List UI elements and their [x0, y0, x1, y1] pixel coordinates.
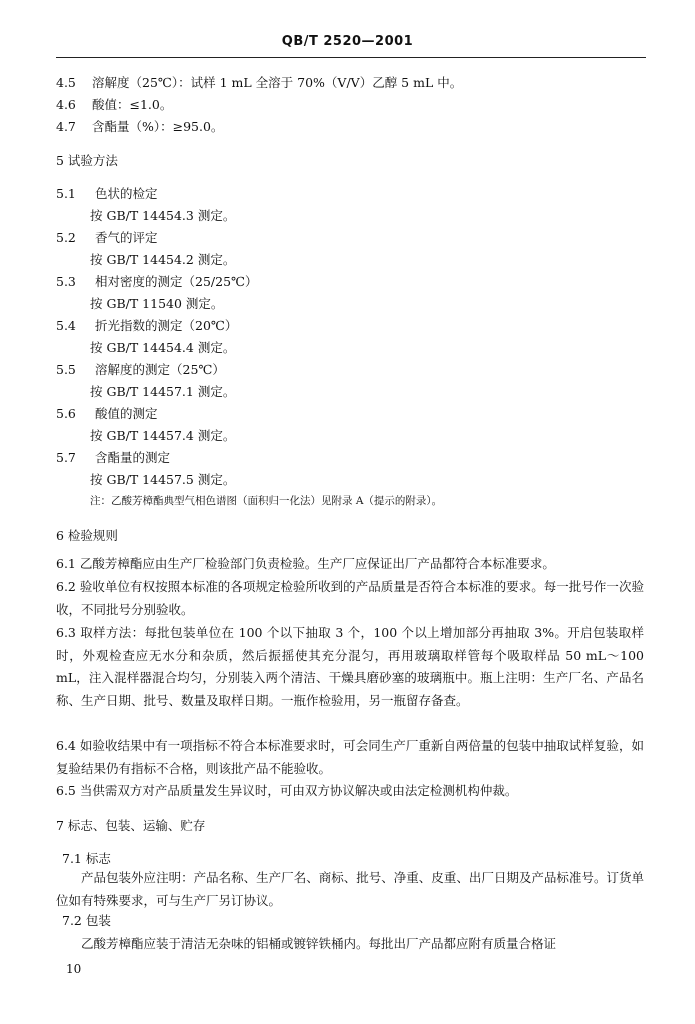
- item-number: 4.7: [56, 119, 76, 134]
- item-5-4-body: 按 GB/T 14454.4 测定。: [90, 340, 236, 355]
- page-number: 10: [66, 962, 82, 976]
- item-text: 酸值：≤1.0。: [92, 97, 173, 112]
- clause-7-2-body: 乙酸芳樟酯应装于清洁无杂味的铝桶或镀锌铁桶内。每批出厂产品都应附有质量合格证: [81, 936, 557, 951]
- clause-7-2-title: 7.2 包装: [62, 913, 111, 928]
- clause-6-2: 6.2 验收单位有权按照本标准的各项规定检验所收到的产品质量是否符合本标准的要求。每一批号作一次验收，不同批号分别验收。: [56, 579, 644, 617]
- item-5-5-body: 按 GB/T 14457.1 测定。: [90, 384, 236, 399]
- header-rule: [56, 57, 646, 58]
- item-number: 5.6: [56, 406, 76, 421]
- item-title: 含酯量的测定: [95, 450, 171, 465]
- clause-6-3: 6.3 取样方法：每批包装单位在 100 个以下抽取 3 个，100 个以上增加部分再抽取 3%。开启包装取样时，外观检查应无水分和杂质，然后振摇使其充分混匀，再用玻璃取样管每个吸取样品 50 mL～100 mL，注入混样器混合均匀，分别装入两个清洁、干燥具磨砂塞的玻璃瓶中。瓶上注明：生产厂名、产品名称、生产日期、批号、数量及取样日期。一瓶作检验用，另一瓶留存备查。: [56, 625, 644, 708]
- item-5-2-body: 按 GB/T 14454.2 测定。: [90, 252, 236, 267]
- section-7-title: 7 标志、包装、运输、贮存: [56, 818, 206, 833]
- item-text: 含酯量（%）：≥95.0。: [92, 119, 224, 134]
- item-title: 色状的检定: [95, 186, 158, 201]
- item-title: 溶解度的测定（25℃）: [95, 362, 225, 377]
- item-5-1-body: 按 GB/T 14454.3 测定。: [90, 208, 236, 223]
- item-title: 折光指数的测定（20℃）: [95, 318, 238, 333]
- standard-number-header: QB/T 2520—2001: [281, 34, 414, 49]
- item-title: 相对密度的测定（25/25℃）: [95, 274, 258, 289]
- item-number: 5.5: [56, 362, 76, 377]
- section-5-title: 5 试验方法: [56, 153, 118, 168]
- section-6-title: 6 检验规则: [56, 528, 118, 543]
- item-number: 5.4: [56, 318, 76, 333]
- item-5-3-body: 按 GB/T 11540 测定。: [90, 296, 224, 311]
- item-5-6-body: 按 GB/T 14457.4 测定。: [90, 428, 236, 443]
- clause-7-1-title: 7.1 标志: [62, 851, 111, 866]
- clause-6-5: 6.5 当供需双方对产品质量发生异议时，可由双方协议解决或由法定检测机构仲裁。: [56, 783, 518, 798]
- item-number: 5.1: [56, 186, 76, 201]
- item-number: 5.2: [56, 230, 76, 245]
- clause-7-1-body: 产品包装外应注明：产品名称、生产厂名、商标、批号、净重、皮重、出厂日期及产品标准号。订货单位如有特殊要求，可与生产厂另订协议。: [56, 870, 644, 908]
- item-text: 溶解度（25℃）：试样 1 mL 全溶于 70%（V/V）乙醇 5 mL 中。: [92, 75, 463, 90]
- clause-6-1: 6.1 乙酸芳樟酯应由生产厂检验部门负责检验。生产厂应保证出厂产品都符合本标准要求。: [56, 556, 555, 571]
- item-title: 酸值的测定: [95, 406, 158, 421]
- item-number: 5.7: [56, 450, 76, 465]
- section-5-note: 注：乙酸芳樟酯典型气相色谱图（面积归一化法）见附录 A（提示的附录）。: [90, 495, 443, 507]
- clause-6-4: 6.4 如验收结果中有一项指标不符合本标准要求时，可会同生产厂重新自两倍量的包装中抽取试样复验，如复验结果仍有指标不合格，则该批产品不能验收。: [56, 738, 644, 776]
- item-number: 4.6: [56, 97, 76, 112]
- item-number: 4.5: [56, 75, 76, 90]
- item-title: 香气的评定: [95, 230, 158, 245]
- item-number: 5.3: [56, 274, 76, 289]
- item-5-7-body: 按 GB/T 14457.5 测定。: [90, 472, 236, 487]
